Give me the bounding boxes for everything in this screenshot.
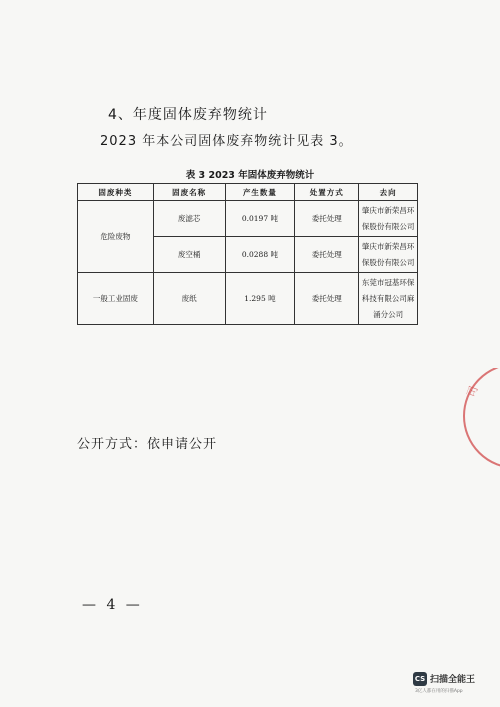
table-row	[78, 273, 418, 325]
header-name: 固废名称	[153, 184, 225, 201]
waste-statistics-table	[77, 183, 418, 325]
table-caption: 表 3 2023 年固体废弃物统计	[185, 170, 315, 181]
cell-category: 一般工业固废	[78, 273, 154, 325]
company-seal-stamp	[452, 368, 500, 478]
table-row	[78, 201, 418, 237]
intro-paragraph: 2023 年本公司固体废弃物统计见表 3。	[100, 134, 353, 149]
scanner-logo-icon: CS	[413, 672, 427, 686]
svg-text:司: 司	[464, 384, 481, 400]
scanner-watermark	[413, 670, 493, 698]
cell-destination: 东莞市冠基环保科技有限公司麻涌分公司	[359, 273, 418, 325]
disclosure-method: 公开方式：依申请公开	[77, 437, 218, 452]
table-header-row	[78, 184, 418, 201]
cell-disposal: 委托处理	[295, 201, 359, 237]
cell-category: 危险废物	[78, 201, 154, 273]
header-quantity: 产生数量	[225, 184, 295, 201]
cell-destination: 肇庆市新荣昌环保股份有限公司	[359, 237, 418, 273]
cell-name: 废纸	[153, 273, 225, 325]
cell-quantity: 0.0197 吨	[225, 201, 295, 237]
header-disposal: 处置方式	[295, 184, 359, 201]
header-destination: 去向	[359, 184, 418, 201]
cell-destination: 肇庆市新荣昌环保股份有限公司	[359, 201, 418, 237]
header-category: 固废种类	[78, 184, 154, 201]
cell-disposal: 委托处理	[295, 273, 359, 325]
cell-quantity: 0.0288 吨	[225, 237, 295, 273]
cell-quantity: 1.295 吨	[225, 273, 295, 325]
section-heading: 4、年度固体废弃物统计	[108, 107, 268, 123]
cell-name: 废空桶	[153, 237, 225, 273]
cell-disposal: 委托处理	[295, 237, 359, 273]
page-number: — 4 —	[82, 597, 143, 613]
scanner-app-name: 扫描全能王	[430, 675, 476, 685]
scanner-tagline: 3亿人都在用的扫描App	[415, 689, 463, 694]
cell-name: 废滤芯	[153, 201, 225, 237]
